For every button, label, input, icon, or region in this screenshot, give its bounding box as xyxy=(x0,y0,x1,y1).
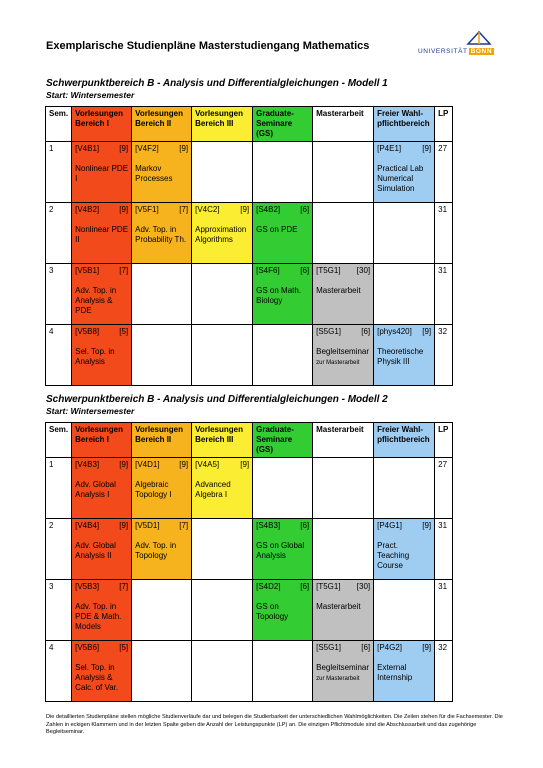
module-cell xyxy=(313,641,374,702)
module-credits: [9] xyxy=(240,460,250,469)
module-code: [V5B8] xyxy=(75,327,100,336)
empty-cell xyxy=(192,519,253,580)
module-name: Adv. Top. in Analysis & PDE xyxy=(75,286,117,315)
empty-cell xyxy=(132,580,192,641)
module-credits: [9] xyxy=(422,327,432,336)
plan2-heading xyxy=(46,394,388,416)
module-name: Theoretische Physik III xyxy=(377,347,424,366)
module-credits: [9] xyxy=(119,521,129,530)
module-credits: [9] xyxy=(119,460,129,469)
module-code: [S4F6] xyxy=(256,266,280,275)
empty-cell xyxy=(313,519,374,580)
empty-cell xyxy=(253,142,313,203)
module-code: [V4D1] xyxy=(135,460,160,469)
header-graduate-seminare: Graduate-Seminare (GS) xyxy=(253,423,313,458)
module-credits: [9] xyxy=(119,144,129,153)
empty-cell xyxy=(192,641,253,702)
module-code: [phys420] xyxy=(377,327,412,336)
empty-cell xyxy=(313,203,374,264)
lp-total-cell: 27 xyxy=(435,142,453,203)
module-code: [S4B2] xyxy=(256,205,281,214)
module-cell xyxy=(253,580,313,641)
module-code: [T5G1] xyxy=(316,266,341,275)
module-credits: [6] xyxy=(300,205,310,214)
module-cell xyxy=(132,203,192,264)
module-code: [V5B6] xyxy=(75,643,100,652)
module-credits: [5] xyxy=(119,643,129,652)
module-code: [V4B2] xyxy=(75,205,100,214)
lp-total-cell: 31 xyxy=(435,519,453,580)
module-name: Practical Lab Numerical Simulation xyxy=(377,164,424,193)
module-cell xyxy=(72,325,132,386)
module-name: GS on PDE xyxy=(256,225,298,234)
header-row xyxy=(46,107,453,142)
lp-total-cell: 32 xyxy=(435,325,453,386)
module-code: [S5G1] xyxy=(316,327,342,336)
lp-total-cell: 32 xyxy=(435,641,453,702)
empty-cell xyxy=(374,203,435,264)
header-lp: LP xyxy=(435,423,453,458)
module-code: [S4B3] xyxy=(256,521,281,530)
module-name: Nonlinear PDE I xyxy=(75,164,129,183)
empty-cell xyxy=(192,142,253,203)
module-credits: [9] xyxy=(119,205,129,214)
module-name-suffix: zur Masterarbeit xyxy=(316,676,360,682)
module-code: [S5G1] xyxy=(316,643,342,652)
module-code: [V4B4] xyxy=(75,521,100,530)
module-name: Nonlinear PDE II xyxy=(75,225,129,244)
empty-cell xyxy=(253,641,313,702)
module-name: Masterarbeit xyxy=(316,602,361,611)
module-cell xyxy=(72,641,132,702)
module-credits: [6] xyxy=(300,582,310,591)
lp-total-cell: 31 xyxy=(435,203,453,264)
module-credits: [6] xyxy=(361,643,371,652)
module-name: Adv. Top. in Probability Th. xyxy=(135,225,187,244)
module-code: [P4G1] xyxy=(377,521,403,530)
module-name: Adv. Global Analysis I xyxy=(75,480,116,499)
table-row xyxy=(46,641,453,702)
module-credits: [7] xyxy=(119,266,129,275)
module-code: [V5B1] xyxy=(75,266,100,275)
module-credits: [6] xyxy=(300,266,310,275)
module-code: [P4E1] xyxy=(377,144,402,153)
module-code: [T5G1] xyxy=(316,582,341,591)
plan2-start: Start: Wintersemester xyxy=(46,406,135,416)
header-wahlpflicht: Freier Wahl-pflichtbereich xyxy=(374,423,435,458)
empty-cell xyxy=(192,325,253,386)
module-credits: [6] xyxy=(300,521,310,530)
module-credits: [30] xyxy=(356,582,371,591)
table-row xyxy=(46,325,453,386)
semester-cell: 3 xyxy=(46,264,72,325)
lp-total-cell: 31 xyxy=(435,580,453,641)
module-cell xyxy=(374,641,435,702)
header-bereich-2: Vorlesungen Bereich II xyxy=(132,107,192,142)
plan1-table xyxy=(45,106,453,386)
logo-emblem-icon xyxy=(466,30,492,46)
semester-cell: 4 xyxy=(46,641,72,702)
module-name: Begleitseminar zur Masterarbeit xyxy=(316,347,370,366)
module-cell xyxy=(253,264,313,325)
module-cell xyxy=(72,264,132,325)
module-credits: [9] xyxy=(240,205,250,214)
module-credits: [9] xyxy=(179,144,189,153)
module-code: [V4A5] xyxy=(195,460,220,469)
empty-cell xyxy=(313,142,374,203)
plan1-title: Schwerpunktbereich B - Analysis und Differentialgleichungen - Modell 1 xyxy=(46,78,388,89)
plan2-title: Schwerpunktbereich B - Analysis und Differentialgleichungen - Modell 2 xyxy=(46,394,388,405)
empty-cell xyxy=(253,325,313,386)
module-cell xyxy=(72,458,132,519)
module-cell xyxy=(313,580,374,641)
semester-cell: 1 xyxy=(46,458,72,519)
university-logo xyxy=(418,34,518,68)
table-row xyxy=(46,519,453,580)
semester-cell: 2 xyxy=(46,203,72,264)
plan2-table xyxy=(45,422,453,702)
module-name: GS on Global Analysis xyxy=(256,541,305,560)
module-name: Adv. Global Analysis II xyxy=(75,541,116,560)
empty-cell xyxy=(374,580,435,641)
module-code: [V4C2] xyxy=(195,205,220,214)
module-cell xyxy=(132,458,192,519)
logo-wordmark: UNIVERSITÄT BONN xyxy=(418,48,493,55)
module-name: GS on Math. Biology xyxy=(256,286,302,305)
header-bereich-1: Vorlesungen Bereich I xyxy=(72,423,132,458)
module-cell xyxy=(192,458,253,519)
empty-cell xyxy=(374,458,435,519)
module-code: [V4B3] xyxy=(75,460,100,469)
header-bereich-1: Vorlesungen Bereich I xyxy=(72,107,132,142)
empty-cell xyxy=(192,264,253,325)
module-cell xyxy=(374,519,435,580)
module-cell xyxy=(253,519,313,580)
header-sem: Sem. xyxy=(46,423,72,458)
module-name-suffix: zur Masterarbeit xyxy=(316,360,360,366)
table-row xyxy=(46,580,453,641)
module-name: Approximation Algorithms xyxy=(195,225,247,244)
module-code: [V5F1] xyxy=(135,205,159,214)
page-title: Exemplarische Studienpläne Masterstudiengang Mathematics xyxy=(46,40,370,52)
header-bereich-3: Vorlesungen Bereich III xyxy=(192,423,253,458)
module-code: [V4B1] xyxy=(75,144,100,153)
module-credits: [6] xyxy=(361,327,371,336)
footnote: Die detaillierten Studienpläne stellen mögliche Studienverläufe dar und belegen die Studierbarkeit der unterschiedlichen Wahlmöglichkeiten. Die Zeilen stehen für die Fachsemester. Die Zahlen in eckigen Klammern und in der letzten Spalte geben die Anzahl der Leistungspunkte (LP) an. Die einzigen Pflichtmodule sind die Abschlussarbeit und das zugehörige Begleitseminar. xyxy=(46,714,503,735)
module-cell xyxy=(72,203,132,264)
header-sem: Sem. xyxy=(46,107,72,142)
empty-cell xyxy=(253,458,313,519)
header-bereich-2: Vorlesungen Bereich II xyxy=(132,423,192,458)
lp-total-cell: 27 xyxy=(435,458,453,519)
empty-cell xyxy=(132,325,192,386)
header-row xyxy=(46,423,453,458)
module-name: Masterarbeit xyxy=(316,286,361,295)
semester-cell: 1 xyxy=(46,142,72,203)
module-name: Adv. Top. in Topology xyxy=(135,541,177,560)
module-code: [S4D2] xyxy=(256,582,281,591)
table-row xyxy=(46,458,453,519)
module-code: [V5D1] xyxy=(135,521,160,530)
module-cell xyxy=(253,203,313,264)
header-masterarbeit: Masterarbeit xyxy=(313,423,374,458)
module-credits: [9] xyxy=(422,521,432,530)
plan1-heading xyxy=(46,78,388,100)
module-credits: [7] xyxy=(179,205,189,214)
module-cell xyxy=(72,519,132,580)
module-name: Algebraic Topology I xyxy=(135,480,172,499)
empty-cell xyxy=(192,580,253,641)
module-credits: [5] xyxy=(119,327,129,336)
module-credits: [7] xyxy=(179,521,189,530)
module-name: Advanced Algebra I xyxy=(195,480,231,499)
module-code: [V4F2] xyxy=(135,144,159,153)
lp-total-cell: 31 xyxy=(435,264,453,325)
table-row xyxy=(46,264,453,325)
module-name: GS on Topology xyxy=(256,602,289,621)
module-cell xyxy=(132,142,192,203)
header-graduate-seminare: Graduate-Seminare (GS) xyxy=(253,107,313,142)
header-wahlpflicht: Freier Wahl-pflichtbereich xyxy=(374,107,435,142)
table-row xyxy=(46,142,453,203)
module-credits: [9] xyxy=(179,460,189,469)
semester-cell: 3 xyxy=(46,580,72,641)
module-credits: [30] xyxy=(356,266,371,275)
module-cell xyxy=(72,142,132,203)
module-name: Sel. Top. in Analysis xyxy=(75,347,115,366)
module-cell xyxy=(374,142,435,203)
header-masterarbeit: Masterarbeit xyxy=(313,107,374,142)
module-credits: [9] xyxy=(422,144,432,153)
module-code: [V5B3] xyxy=(75,582,100,591)
module-name: External Internship xyxy=(377,663,413,682)
table-row xyxy=(46,203,453,264)
module-cell xyxy=(192,203,253,264)
module-credits: [7] xyxy=(119,582,129,591)
semester-cell: 2 xyxy=(46,519,72,580)
header-lp: LP xyxy=(435,107,453,142)
semester-cell: 4 xyxy=(46,325,72,386)
empty-cell xyxy=(313,458,374,519)
module-cell xyxy=(313,264,374,325)
module-name: Pract. Teaching Course xyxy=(377,541,410,570)
module-cell xyxy=(374,325,435,386)
module-cell xyxy=(72,580,132,641)
module-cell xyxy=(132,519,192,580)
empty-cell xyxy=(132,264,192,325)
header-bereich-3: Vorlesungen Bereich III xyxy=(192,107,253,142)
module-name: Adv. Top. in PDE & Math. Models xyxy=(75,602,122,631)
module-cell xyxy=(313,325,374,386)
module-name: Markov Processes xyxy=(135,164,173,183)
empty-cell xyxy=(374,264,435,325)
plan1-start: Start: Wintersemester xyxy=(46,90,135,100)
empty-cell xyxy=(132,641,192,702)
module-name: Begleitseminar zur Masterarbeit xyxy=(316,663,370,682)
module-credits: [9] xyxy=(422,643,432,652)
module-name: Sel. Top. in Analysis & Calc. of Var. xyxy=(75,663,119,692)
module-code: [P4G2] xyxy=(377,643,403,652)
